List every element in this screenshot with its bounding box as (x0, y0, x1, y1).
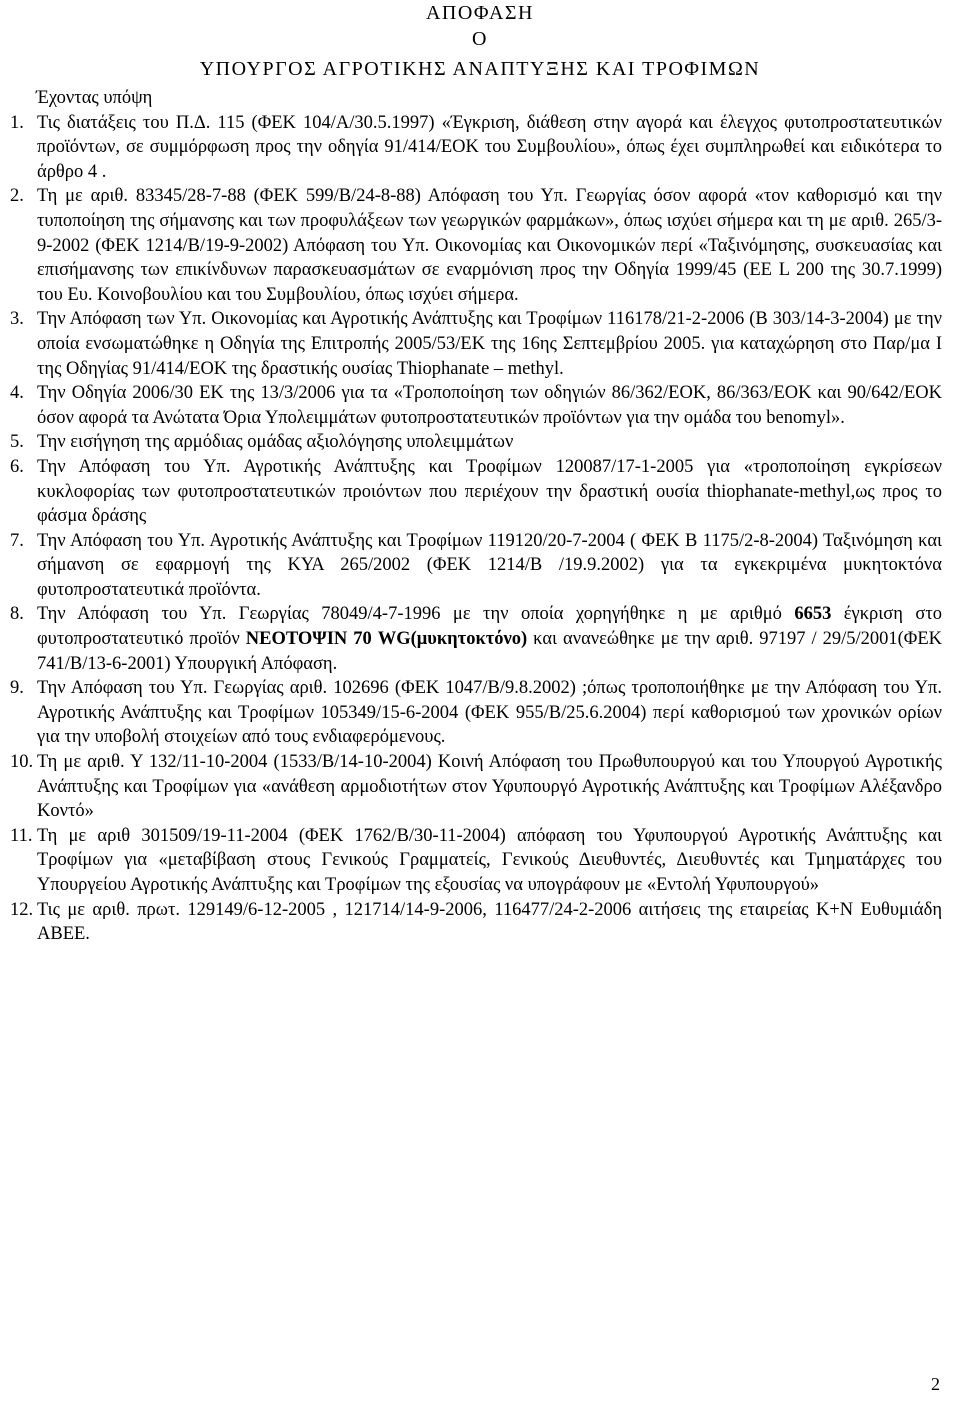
item-number: 10. (10, 752, 34, 773)
product-name: ΝΕΟΤΟΨΙΝ 70 WG(μυκητοκτόνο) (245, 629, 528, 650)
item-number: 7. (10, 530, 24, 551)
list-item (10, 898, 942, 947)
ministry-title: ΥΠΟΥΡΓΟΣ ΑΓΡΟΤΙΚΗΣ ΑΝΑΠΤΥΞΗΣ ΚΑΙ ΤΡΟΦΙΜΩΝ (199, 58, 761, 80)
decision-title: ΑΠΟΦΑΣΗ (425, 2, 535, 24)
item-number: 3. (10, 309, 24, 330)
item-number: 6. (10, 456, 24, 477)
item-text: Την Απόφαση του Υπ. Αγροτικής Ανάπτυξης και Τροφίμων 119120/20-7-2004 ( ΦΕΚ Β 1175/2-8-2004) Ταξινόμηση και σήμανση σε εφαρμογή της ΚΥΑ 265/2002 (ΦΕΚ 1214/Β /19.9.2002) για τα εγκεκριμένα μυκητοκτόνα φυτοπροστατευτικά προϊόντα. (37, 530, 942, 600)
approval-number: 6653 (794, 604, 832, 625)
list-item (10, 455, 942, 529)
item-number: 8. (10, 604, 24, 625)
item-text: Την εισήγηση της αρμόδιας ομάδας αξιολόγησης υπολειμμάτων (37, 432, 514, 453)
item-number: 11. (10, 825, 33, 846)
list-item (10, 111, 942, 185)
intro-text: Έχοντας υπόψη (36, 88, 153, 108)
item-text-part: και ανανεώθηκε με την αριθ. 97197 / 29/5/2001(ΦΕΚ 741/Β/13-6-2001) Υπουργική Απόφαση. (37, 629, 942, 674)
list-item (10, 529, 942, 603)
article-o: Ο (472, 28, 488, 50)
document-header (40, 0, 920, 82)
list-item (10, 824, 942, 898)
item-text: Την Απόφαση των Υπ. Οικονομίας και Αγροτικής Ανάπτυξης και Τροφίμων 116178/21-2-2006 (Β 303/14-3-2004) με την οποία ενσωματώθηκε η Οδηγία της Επιτροπής 2005/53/ΕΚ της 16ης Σεπτεμβρίου 2005. για καταχώρηση στο Παρ/μα Ι της Οδηγίας 91/414/ΕΟΚ της δραστικής ουσίας Thiophanate – methyl. (37, 309, 942, 379)
item-number: 5. (10, 432, 24, 453)
list-item (10, 602, 942, 676)
document-body (10, 86, 942, 947)
item-text: Τις διατάξεις του Π.Δ. 115 (ΦΕΚ 104/Α/30.5.1997) «Έγκριση, διάθεση στην αγορά και έλεγχος φυτοπροστατευτικών προϊόντων, σε συμμόρφωση προς την οδηγία 91/414/ΕΟΚ του Συμβουλίου», όπως έχει συμπληρωθεί και ειδικότερα το άρθρο 4 . (37, 112, 942, 182)
list-item (10, 750, 942, 824)
item-text: Την Απόφαση του Υπ. Γεωργίας αριθ. 102696 (ΦΕΚ 1047/Β/9.8.2002) ;όπως τροποποιήθηκε με την Απόφαση του Υπ. Αγροτικής Ανάπτυξης και Τροφίμων 105349/15-6-2004 (ΦΕΚ 955/Β/25.6.2004) περί καθορισμού των χρονικών ορίων για την υποβολή στοιχείων από τους ενδιαφερόμενους. (37, 678, 942, 748)
item-text: Τη με αριθ. Υ 132/11-10-2004 (1533/Β/14-10-2004) Κοινή Απόφαση του Πρωθυπουργού και του Υπουργού Αγροτικής Ανάπτυξης και Τροφίμων για «ανάθεση αρμοδιοτήτων στον Υφυπουργό Αγροτικής Ανάπτυξης και Τροφίμων Αλέξανδρο Κοντό» (37, 752, 942, 822)
list-item (10, 381, 942, 430)
item-number: 12. (10, 899, 34, 920)
item-number: 1. (10, 112, 24, 133)
item-text: Τη με αριθ. 83345/28-7-88 (ΦΕΚ 599/Β/24-8-88) Απόφαση του Υπ. Γεωργίας όσον αφορά «τον καθορισμό και την τυποποίηση της σήμανσης και των προφυλάξεων των γεωργικών φαρμάκων», όπως ισχύει σήμερα και τη με αριθ. 265/3-9-2002 (ΦΕΚ 1214/Β/19-9-2002) Απόφαση του Υπ. Οικονομίας και Οικονομικών περί «Ταξινόμησης, συσκευασίας και επισήμανσης των επικίνδυνων παρασκευασμάτων σε εναρμόνιση προς την Οδηγία 1999/45 (ΕΕ L 200 της 30.7.1999) του Ευ. Κοινοβουλίου και του Συμβουλίου, όπως ισχύει σήμερα. (37, 186, 942, 305)
item-number: 4. (10, 383, 24, 404)
list-item (10, 184, 942, 307)
item-text: Τις με αριθ. πρωτ. 129149/6-12-2005 , 121714/14-9-2006, 116477/24-2-2006 αιτήσεις της εταιρείας Κ+Ν Ευθυμιάδη ΑΒΕΕ. (37, 899, 942, 945)
considerations-list (10, 111, 942, 947)
item-text-part: έγκριση στο φυτοπροστατευτικό προϊόν (37, 604, 943, 650)
item-text: Την Οδηγία 2006/30 ΕΚ της 13/3/2006 για τα «Τροποποίηση των οδηγιών 86/362/ΕΟΚ, 86/363/ΕΟΚ και 90/642/ΕΟΚ όσον αφορά τα Ανώτατα Όρια Υπολειμμάτων φυτοπροστατευτικών προϊόντων για την ομάδα του benomyl». (37, 383, 942, 428)
item-text: Τη με αριθ 301509/19-11-2004 (ΦΕΚ 1762/Β/30-11-2004) απόφαση του Υφυπουργού Αγροτικής Ανάπτυξης και Τροφίμων για «μεταβίβαση στους Γενικούς Γραμματείς, Γενικούς Διευθυντές, Διευθυντές και Τμηματάρχες του Υπουργείου Αγροτικής Ανάπτυξης και Τροφίμων της εξουσίας να υπογράφουν με «Εντολή Υφυπουργού» (37, 825, 942, 895)
list-item (10, 676, 942, 750)
page-number: 2 (931, 1374, 940, 1394)
list-item (10, 307, 942, 381)
item-number: 9. (10, 678, 24, 699)
item-number: 2. (10, 186, 24, 207)
list-item (10, 430, 942, 455)
item-text: Την Απόφαση του Υπ. Αγροτικής Ανάπτυξης και Τροφίμων 120087/17-1-2005 για «τροποποίηση εγκρίσεων κυκλοφορίας των φυτοπροστατευτικών προιόντων που περιέχουν την δραστική ουσία thiophanate-methyl,ως προς το φάσμα δράσης (37, 456, 942, 527)
item-text-part: Την Απόφαση του Υπ. Γεωργίας 78049/4-7-1996 με την οποία χορηγήθηκε η με αριθμό (37, 604, 795, 625)
